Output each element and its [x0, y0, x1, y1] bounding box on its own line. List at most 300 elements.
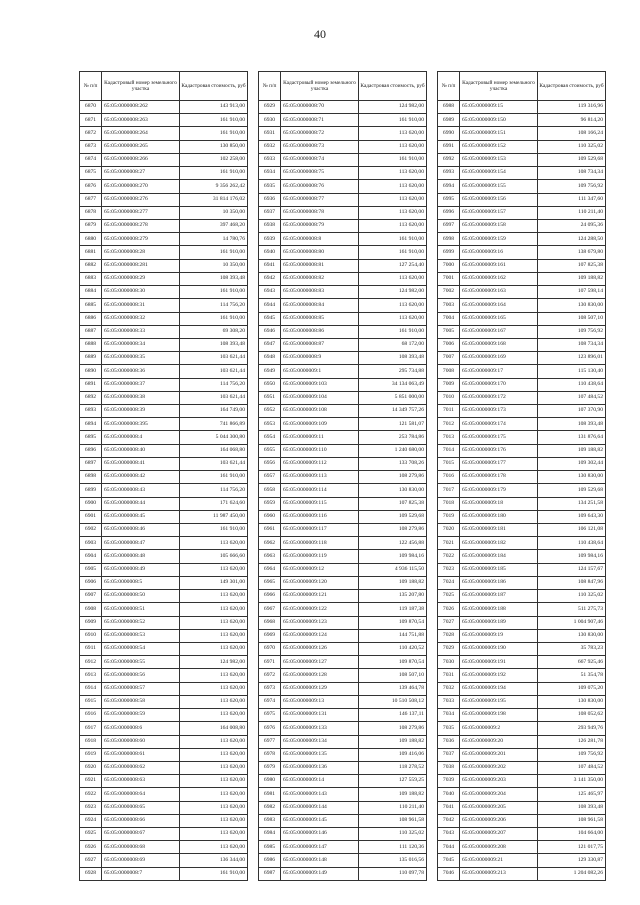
cadastral-cost: 129 330,87 [538, 854, 606, 867]
cadastral-cost: 134 251,58 [538, 497, 606, 510]
row-number: 6960 [259, 510, 281, 523]
cadastral-number: 65:05:0000009:128 [281, 669, 359, 682]
cadastral-cost: 113 620,00 [180, 695, 248, 708]
table-row [438, 471, 606, 484]
cadastral-cost: 124 157,67 [538, 563, 606, 576]
cadastral-cost: 113 620,00 [359, 206, 427, 219]
row-number: 7042 [438, 814, 460, 827]
cadastral-cost: 108 734,34 [538, 167, 606, 180]
cadastral-number: 65:05:0000008:4 [102, 431, 180, 444]
cadastral-cost: 108 393,48 [180, 338, 248, 351]
row-number: 6923 [80, 801, 102, 814]
table-row [259, 127, 427, 140]
cadastral-number: 65:05:0000008:45 [102, 510, 180, 523]
table-row [259, 722, 427, 735]
table-row [259, 405, 427, 418]
table-row [80, 590, 248, 603]
cadastral-number: 65:05:0000008:60 [102, 735, 180, 748]
table-row [259, 286, 427, 299]
row-number: 7026 [438, 603, 460, 616]
table-row [259, 867, 427, 880]
row-number: 7018 [438, 497, 460, 510]
row-number: 7036 [438, 735, 460, 748]
table-row [80, 854, 248, 867]
table-row [80, 537, 248, 550]
cadastral-cost: 144 751,88 [359, 629, 427, 642]
cadastral-number: 65:05:0000008:85 [281, 312, 359, 325]
cadastral-cost: 110 211,40 [359, 801, 427, 814]
row-number: 6870 [80, 101, 102, 114]
cadastral-number: 65:05:0000008:8 [281, 233, 359, 246]
cadastral-number: 65:05:0000009:108 [281, 405, 359, 418]
row-number: 6987 [259, 867, 281, 880]
cadastral-cost: 109 416,06 [359, 748, 427, 761]
cadastral-number: 65:05:0000009:185 [460, 563, 538, 576]
row-number: 6991 [438, 140, 460, 153]
cadastral-number: 65:05:0000009:189 [460, 616, 538, 629]
row-number: 7030 [438, 656, 460, 669]
cadastral-cost: 10 510 508,12 [359, 695, 427, 708]
cadastral-number: 65:05:0000009:131 [281, 709, 359, 722]
table-row [438, 722, 606, 735]
row-number: 6951 [259, 391, 281, 404]
cadastral-number: 65:05:0000009:203 [460, 775, 538, 788]
cadastral-cost: 109 529,68 [538, 484, 606, 497]
table-row [80, 603, 248, 616]
row-number: 6988 [438, 101, 460, 114]
cadastral-cost: 121 017,75 [538, 841, 606, 854]
cadastral-number: 65:05:0000008:29 [102, 272, 180, 285]
table-row [80, 563, 248, 576]
table-row [80, 616, 248, 629]
row-number: 6922 [80, 788, 102, 801]
cadastral-cost: 109 075,20 [538, 682, 606, 695]
row-number: 6897 [80, 457, 102, 470]
row-number: 6878 [80, 206, 102, 219]
table-row [438, 841, 606, 854]
cadastral-number: 65:05:0000009:204 [460, 788, 538, 801]
cadastral-cost: 139 464,78 [359, 682, 427, 695]
cadastral-number: 65:05:0000008:84 [281, 299, 359, 312]
row-number: 7008 [438, 365, 460, 378]
row-number: 6893 [80, 405, 102, 418]
cadastral-cost: 108 393,48 [180, 272, 248, 285]
row-number: 7007 [438, 352, 460, 365]
cadastral-number: 65:05:0000009:180 [460, 510, 538, 523]
row-number: 7014 [438, 444, 460, 457]
table-row [259, 656, 427, 669]
cadastral-number: 65:05:0000009:110 [281, 444, 359, 457]
cadastral-number: 65:05:0000009:173 [460, 405, 538, 418]
cadastral-number: 65:05:0000008:78 [281, 206, 359, 219]
row-number: 6874 [80, 153, 102, 166]
row-number: 6899 [80, 484, 102, 497]
row-number: 7006 [438, 338, 460, 351]
cadastral-number: 65:05:0000009:120 [281, 576, 359, 589]
row-number: 6961 [259, 524, 281, 537]
cadastral-number: 65:05:0000008:50 [102, 590, 180, 603]
row-number: 6945 [259, 312, 281, 325]
cadastral-cost: 108 279,86 [359, 524, 427, 537]
cadastral-cost: 161 910,00 [180, 286, 248, 299]
cadastral-cost: 5 044 300,80 [180, 431, 248, 444]
table-row [80, 325, 248, 338]
row-number: 6953 [259, 418, 281, 431]
cadastral-cost: 24 095,36 [538, 219, 606, 232]
cadastral-number: 65:05:0000008:52 [102, 616, 180, 629]
table-row [438, 867, 606, 880]
table-row [80, 775, 248, 788]
cadastral-cost: 107 484,52 [538, 391, 606, 404]
cadastral-number: 65:05:0000008:56 [102, 669, 180, 682]
cadastral-cost: 108 279,86 [359, 471, 427, 484]
row-number: 6914 [80, 682, 102, 695]
cadastral-cost: 113 620,00 [180, 735, 248, 748]
cadastral-number: 65:05:0000009:165 [460, 312, 538, 325]
row-number: 6925 [80, 828, 102, 841]
cadastral-cost: 110 438,64 [538, 537, 606, 550]
cadastral-number: 65:05:0000009:11 [281, 431, 359, 444]
cadastral-number: 65:05:0000008:64 [102, 788, 180, 801]
cadastral-number: 65:05:0000009:157 [460, 206, 538, 219]
table-row [80, 167, 248, 180]
row-number: 6926 [80, 841, 102, 854]
table-row [259, 153, 427, 166]
table-row [259, 391, 427, 404]
cadastral-cost: 161 910,00 [180, 867, 248, 880]
cadastral-cost: 511 275,73 [538, 603, 606, 616]
table-row [259, 101, 427, 114]
table-row [80, 695, 248, 708]
table-row [259, 682, 427, 695]
cadastral-cost: 108 961,58 [359, 814, 427, 827]
cadastral-number: 65:05:0000008:62 [102, 761, 180, 774]
row-number: 6888 [80, 338, 102, 351]
header-cadastral-number: Кадастровый номер земельного участка [281, 72, 359, 101]
cadastral-number: 65:05:0000009:149 [281, 867, 359, 880]
cadastral-cost: 3 141 350,00 [538, 775, 606, 788]
cadastral-cost: 110 325,02 [538, 590, 606, 603]
cadastral-cost: 108 166,24 [538, 127, 606, 140]
row-number: 7034 [438, 709, 460, 722]
cadastral-cost: 107 825,38 [538, 259, 606, 272]
cadastral-cost: 113 620,00 [359, 272, 427, 285]
row-number: 6896 [80, 444, 102, 457]
row-number: 7025 [438, 590, 460, 603]
row-number: 7039 [438, 775, 460, 788]
table-row [438, 391, 606, 404]
cadastral-cost: 171 624,60 [180, 497, 248, 510]
cadastral-cost: 108 393,48 [538, 418, 606, 431]
row-number: 7044 [438, 841, 460, 854]
cadastral-number: 65:05:0000009:134 [281, 735, 359, 748]
row-number: 6986 [259, 854, 281, 867]
cadastral-cost: 130 830,00 [359, 484, 427, 497]
table-row [80, 788, 248, 801]
row-number: 6976 [259, 722, 281, 735]
cadastral-cost: 130 830,00 [538, 629, 606, 642]
table-row [80, 828, 248, 841]
row-number: 6975 [259, 709, 281, 722]
cadastral-number: 65:05:0000008:46 [102, 524, 180, 537]
cadastral-cost: 113 620,00 [180, 841, 248, 854]
cadastral-number: 65:05:0000009:19 [460, 629, 538, 642]
row-number: 7041 [438, 801, 460, 814]
cadastral-cost: 130 850,00 [180, 140, 248, 153]
header-number: № п/п [80, 72, 102, 101]
cadastral-number: 65:05:0000009:135 [281, 748, 359, 761]
table-row [438, 748, 606, 761]
row-number: 6954 [259, 431, 281, 444]
table-row [80, 801, 248, 814]
row-number: 6995 [438, 193, 460, 206]
table-row [259, 801, 427, 814]
table-row [438, 299, 606, 312]
cadastral-cost: 103 621,44 [180, 391, 248, 404]
cadastral-number: 65:05:0000009:156 [460, 193, 538, 206]
cadastral-number: 65:05:0000009:174 [460, 418, 538, 431]
cadastral-cost: 397 468,20 [180, 219, 248, 232]
row-number: 6994 [438, 180, 460, 193]
table-row [259, 695, 427, 708]
cadastral-cost: 113 620,00 [180, 814, 248, 827]
cadastral-cost: 119 316,96 [538, 101, 606, 114]
cadastral-cost: 108 847,96 [538, 576, 606, 589]
table-row [259, 616, 427, 629]
cadastral-cost: 114 756,20 [180, 484, 248, 497]
cadastral-cost: 114 756,20 [180, 299, 248, 312]
row-number: 7023 [438, 563, 460, 576]
row-number: 7017 [438, 484, 460, 497]
cadastral-cost: 118 278,52 [359, 761, 427, 774]
cadastral-cost: 741 866,89 [180, 418, 248, 431]
table-row [438, 246, 606, 259]
cadastral-number: 65:05:0000008:67 [102, 828, 180, 841]
table-row [80, 272, 248, 285]
row-number: 6942 [259, 272, 281, 285]
table-row [80, 709, 248, 722]
table-row [259, 748, 427, 761]
cadastral-number: 65:05:0000009:126 [281, 642, 359, 655]
row-number: 6998 [438, 233, 460, 246]
row-number: 7033 [438, 695, 460, 708]
row-number: 6968 [259, 616, 281, 629]
table-row [259, 828, 427, 841]
cadastral-cost: 130 830,00 [538, 299, 606, 312]
row-number: 7043 [438, 828, 460, 841]
table-row [80, 352, 248, 365]
cadastral-number: 65:05:0000009:158 [460, 219, 538, 232]
cadastral-cost: 161 910,00 [359, 114, 427, 127]
cadastral-cost: 119 187,38 [359, 603, 427, 616]
cadastral-cost: 146 137,11 [359, 709, 427, 722]
cadastral-number: 65:05:0000008:262 [102, 101, 180, 114]
row-number: 6939 [259, 233, 281, 246]
table-row [80, 576, 248, 589]
table-row [259, 603, 427, 616]
table-row [80, 338, 248, 351]
row-number: 6880 [80, 233, 102, 246]
table-row [259, 629, 427, 642]
cadastral-number: 65:05:0000008:265 [102, 140, 180, 153]
cadastral-number: 65:05:0000008:86 [281, 325, 359, 338]
cadastral-cost: 135 016,56 [359, 854, 427, 867]
cadastral-number: 65:05:0000008:41 [102, 457, 180, 470]
table-row [80, 669, 248, 682]
row-number: 6912 [80, 656, 102, 669]
cadastral-number: 65:05:0000009:172 [460, 391, 538, 404]
row-number: 6958 [259, 484, 281, 497]
cadastral-number: 65:05:0000008:43 [102, 484, 180, 497]
cadastral-number: 65:05:0000009:179 [460, 484, 538, 497]
row-number: 6920 [80, 761, 102, 774]
table-row [259, 642, 427, 655]
table-row [438, 497, 606, 510]
table-row [438, 656, 606, 669]
cadastral-cost: 111 120,36 [359, 841, 427, 854]
cadastral-cost: 103 621,44 [180, 457, 248, 470]
cadastral-cost: 123 896,01 [538, 352, 606, 365]
cadastral-cost: 113 620,00 [180, 642, 248, 655]
table-row [259, 206, 427, 219]
table-row [438, 405, 606, 418]
table-row [80, 180, 248, 193]
row-number: 6892 [80, 391, 102, 404]
cadastral-number: 65:05:0000009:201 [460, 748, 538, 761]
cadastral-cost: 113 620,00 [180, 563, 248, 576]
cadastral-number: 65:05:0000008:82 [281, 272, 359, 285]
cadastral-number: 65:05:0000008:270 [102, 180, 180, 193]
cadastral-number: 65:05:0000009:136 [281, 761, 359, 774]
cadastral-cost: 108 393,48 [538, 801, 606, 814]
row-number: 6977 [259, 735, 281, 748]
cadastral-number: 65:05:0000008:9 [281, 352, 359, 365]
row-number: 6908 [80, 603, 102, 616]
row-number: 6934 [259, 167, 281, 180]
cadastral-cost: 113 620,00 [180, 682, 248, 695]
cadastral-number: 65:05:0000009:150 [460, 114, 538, 127]
row-number: 7002 [438, 286, 460, 299]
cadastral-cost: 109 188,82 [538, 272, 606, 285]
cadastral-number: 65:05:0000009:123 [281, 616, 359, 629]
cadastral-number: 65:05:0000009:167 [460, 325, 538, 338]
cadastral-cost: 149 301,00 [180, 576, 248, 589]
cadastral-number: 65:05:0000008:70 [281, 101, 359, 114]
cadastral-number: 65:05:0000008:40 [102, 444, 180, 457]
cadastral-number: 65:05:0000008:63 [102, 775, 180, 788]
cadastral-number: 65:05:0000009:127 [281, 656, 359, 669]
cadastral-cost: 113 620,00 [180, 788, 248, 801]
table-row [80, 233, 248, 246]
cadastral-cost: 31 814 176,02 [180, 193, 248, 206]
row-number: 6915 [80, 695, 102, 708]
cadastral-cost: 161 910,00 [180, 127, 248, 140]
row-number: 6928 [80, 867, 102, 880]
row-number: 6909 [80, 616, 102, 629]
row-number: 6889 [80, 352, 102, 365]
cadastral-cost: 109 870,54 [359, 616, 427, 629]
header-cadastral-cost: Кадастровая стоимость, руб [359, 72, 427, 101]
cadastral-cost: 109 984,16 [359, 550, 427, 563]
row-number: 7010 [438, 391, 460, 404]
row-number: 7032 [438, 682, 460, 695]
table-row [80, 193, 248, 206]
table-row [259, 471, 427, 484]
table-row [80, 378, 248, 391]
table-row [259, 352, 427, 365]
cadastral-cost: 103 621,44 [180, 352, 248, 365]
row-number: 7028 [438, 629, 460, 642]
table-row [259, 510, 427, 523]
table-row [438, 484, 606, 497]
cadastral-number: 65:05:0000009:14 [281, 775, 359, 788]
header-row [438, 72, 606, 101]
cadastral-number: 65:05:0000009:153 [460, 153, 538, 166]
cadastral-number: 65:05:0000008:72 [281, 127, 359, 140]
table-row [80, 629, 248, 642]
cadastral-number: 65:05:0000009:163 [460, 286, 538, 299]
row-number: 6985 [259, 841, 281, 854]
cadastral-number: 65:05:0000008:59 [102, 709, 180, 722]
cadastral-number: 65:05:0000009:198 [460, 709, 538, 722]
cadastral-cost: 133 708,26 [359, 457, 427, 470]
cadastral-cost: 105 666,60 [180, 550, 248, 563]
cadastral-number: 65:05:0000009:151 [460, 127, 538, 140]
cadastral-number: 65:05:0000008:69 [102, 854, 180, 867]
table-row [259, 233, 427, 246]
cadastral-cost: 109 870,54 [359, 656, 427, 669]
table-row [438, 325, 606, 338]
row-number: 6877 [80, 193, 102, 206]
row-number: 6903 [80, 537, 102, 550]
header-number: № п/п [259, 72, 281, 101]
table-row [259, 497, 427, 510]
row-number: 6999 [438, 246, 460, 259]
cadastral-number: 65:05:0000009:162 [460, 272, 538, 285]
cadastral-cost: 161 910,00 [180, 312, 248, 325]
row-number: 6906 [80, 576, 102, 589]
cadastral-number: 65:05:0000009:152 [460, 140, 538, 153]
cadastral-number: 65:05:0000009:213 [460, 867, 538, 880]
cadastral-number: 65:05:0000008:27 [102, 167, 180, 180]
row-number: 7022 [438, 550, 460, 563]
cadastral-cost: 104 664,00 [538, 828, 606, 841]
table-row [259, 365, 427, 378]
cadastral-number: 65:05:0000009:122 [281, 603, 359, 616]
cadastral-cost: 124 982,00 [180, 656, 248, 669]
cadastral-cost: 164 008,80 [180, 722, 248, 735]
table-row [259, 524, 427, 537]
table-row [259, 775, 427, 788]
cadastral-number: 65:05:0000009:144 [281, 801, 359, 814]
cadastral-cost: 127 254,40 [359, 259, 427, 272]
cadastral-number: 65:05:0000008:55 [102, 656, 180, 669]
cadastral-cost: 113 620,00 [180, 801, 248, 814]
row-number: 6932 [259, 140, 281, 153]
cadastral-cost: 113 620,00 [180, 629, 248, 642]
table-row [80, 246, 248, 259]
cadastral-cost: 109 302,44 [538, 457, 606, 470]
table-row [438, 206, 606, 219]
cadastral-cost: 69 308,20 [180, 325, 248, 338]
cadastral-cost: 109 756,92 [538, 748, 606, 761]
table-row [438, 616, 606, 629]
cadastral-number: 65:05:0000008:5 [102, 576, 180, 589]
cadastral-cost: 1 240 680,00 [359, 444, 427, 457]
cadastral-number: 65:05:0000009:13 [281, 695, 359, 708]
cadastral-number: 65:05:0000008:76 [281, 180, 359, 193]
cadastral-cost: 109 529,68 [359, 510, 427, 523]
